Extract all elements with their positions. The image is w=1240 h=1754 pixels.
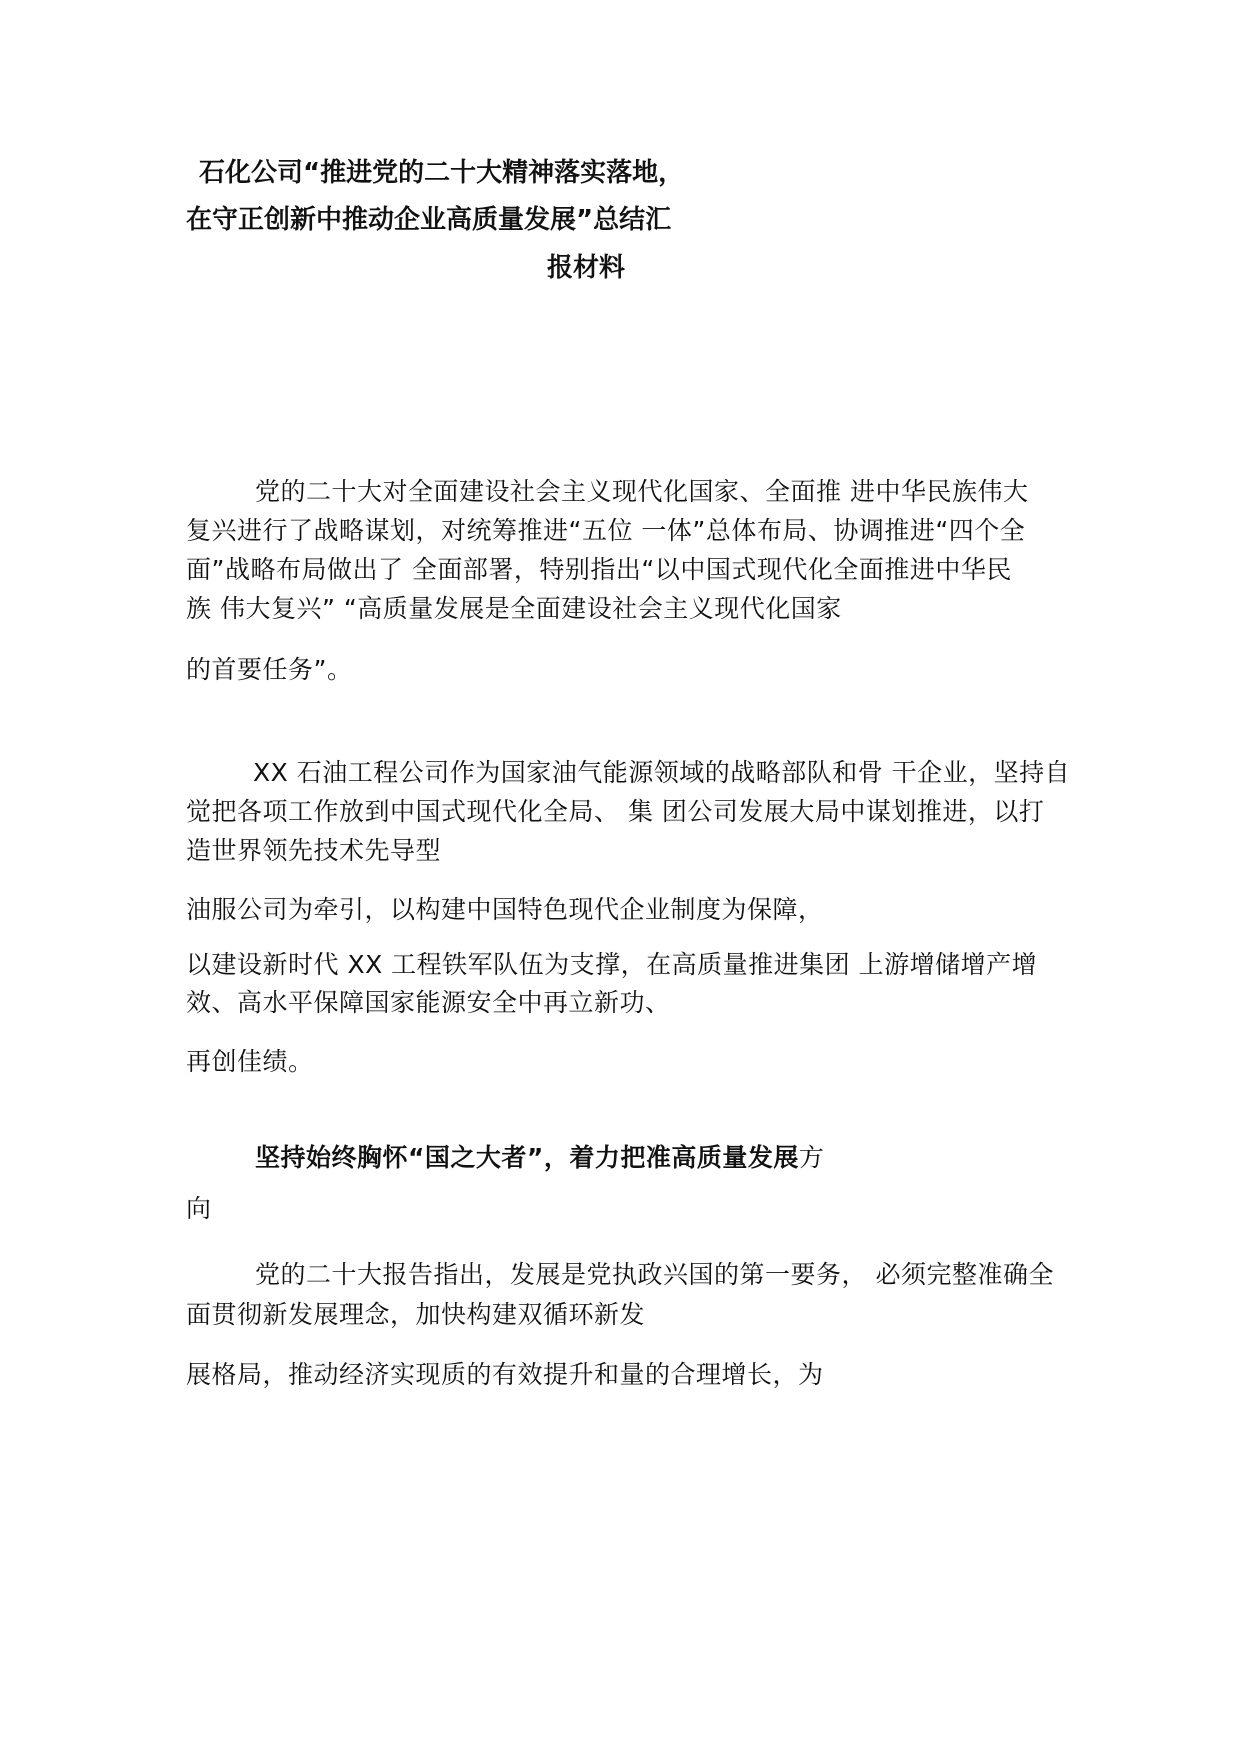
paragraph-1-line-1: 党的二十大对全面建设社会主义现代化国家、全面推 进中华民族伟大 — [255, 477, 1029, 506]
paragraph-1-line-3: 面”战略布局做出了 全面部署，特别指出“以中国式现代化全面推进中华民 — [186, 555, 1012, 584]
title-line-1: 石化公司“推进党的二十大精神落实落地， — [199, 158, 685, 188]
section-heading-continuation: 向 — [186, 1194, 212, 1223]
paragraph-2-line-7: 再创佳绩。 — [186, 1047, 314, 1076]
paragraph-1-line-4: 族 伟大复兴” “高质量发展是全面建设社会主义现代化国家 — [186, 594, 842, 623]
title-line-3: 报材料 — [547, 253, 626, 283]
title-line-2: 在守正创新中推动企业高质量发展”总结汇 — [186, 205, 672, 235]
paragraph-2-line-3: 造世界领先技术先导型 — [186, 836, 442, 865]
paragraph-1-line-5: 的首要任务”。 — [186, 655, 353, 684]
paragraph-2-line-4: 油服公司为牵引，以构建中国特色现代企业制度为保障， — [186, 895, 824, 924]
paragraph-1-line-2: 复兴进行了战略谋划，对统筹推进“五位 一体”总体布局、协调推进“四个全 — [186, 516, 1026, 545]
paragraph-2-line-6: 效、高水平保障国家能源安全中再立新功、 — [186, 988, 671, 1017]
section-heading-bold: 坚持始终胸怀“国之大者”，着力把准高质量发展 — [255, 1143, 799, 1172]
paragraph-3-line-1: 党的二十大报告指出，发展是党执政兴国的第一要务， 必须完整准确全 — [255, 1260, 1054, 1289]
paragraph-3-line-3: 展格局，推动经济实现质的有效提升和量的合理增长，为 — [186, 1360, 824, 1389]
paragraph-3-line-2: 面贯彻新发展理念，加快构建双循环新发 — [186, 1300, 646, 1329]
paragraph-2-line-1: XX 石油工程公司作为国家油气能源领域的战略部队和骨 干企业，坚持自 — [253, 758, 1071, 787]
paragraph-2-line-5: 以建设新时代 XX 工程铁军队伍为支撑，在高质量推进集团 上游增储增产增 — [186, 950, 1038, 979]
section-heading-tail: 方 — [798, 1143, 825, 1172]
paragraph-2-line-2: 觉把各项工作放到中国式现代化全局、 集 团公司发展大局中谋划推进，以打 — [186, 797, 1045, 826]
section-heading — [255, 1141, 824, 1175]
